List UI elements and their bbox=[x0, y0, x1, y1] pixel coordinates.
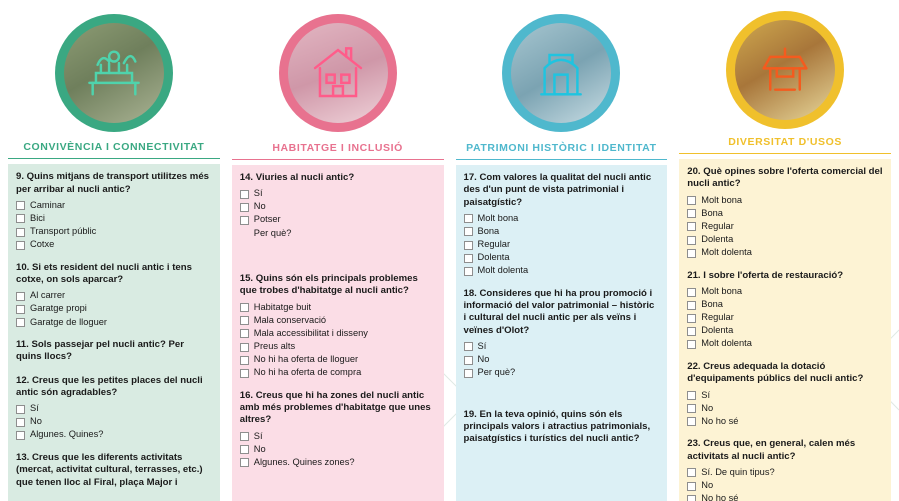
option-label: No bbox=[701, 402, 714, 413]
option-row[interactable] bbox=[240, 457, 436, 469]
option-row[interactable] bbox=[464, 341, 660, 353]
option-row[interactable] bbox=[687, 195, 883, 207]
checkbox[interactable] bbox=[16, 214, 25, 223]
checkbox[interactable] bbox=[687, 222, 696, 231]
option-label: Transport públic bbox=[30, 226, 97, 237]
option-row[interactable] bbox=[16, 416, 212, 428]
checkbox[interactable] bbox=[16, 228, 25, 237]
checkbox[interactable] bbox=[464, 214, 473, 223]
option-row[interactable] bbox=[16, 239, 212, 251]
column-convivencia bbox=[6, 8, 222, 501]
option-label: Bona bbox=[701, 299, 723, 310]
question-text: 17. Com valores la qualitat del nucli antic des d'un punt de vista patrimonial i paisatgístic? bbox=[463, 172, 652, 208]
circle-wrap-convivencia bbox=[6, 8, 222, 137]
checkbox[interactable] bbox=[240, 343, 249, 352]
checkbox[interactable] bbox=[687, 391, 696, 400]
question-block bbox=[464, 409, 660, 446]
column-title-habitatge: HABITATGE I INCLUSIÓ bbox=[232, 138, 444, 160]
checkbox[interactable] bbox=[687, 236, 696, 245]
option-label: Molt bona bbox=[701, 194, 743, 205]
option-row[interactable] bbox=[240, 188, 436, 200]
option-label: Mala accessibilitat i disseny bbox=[253, 327, 368, 338]
option-row[interactable] bbox=[687, 493, 883, 501]
checkbox[interactable] bbox=[240, 303, 249, 312]
question-block bbox=[16, 452, 212, 489]
option-label: No bbox=[477, 354, 490, 365]
followup-label: Per què? bbox=[253, 227, 292, 238]
question-text: 22. Creus adequada la dotació d'equipaments públics del nucli antic? bbox=[687, 361, 864, 385]
checkbox[interactable] bbox=[687, 249, 696, 258]
checkbox[interactable] bbox=[240, 356, 249, 365]
checkbox[interactable] bbox=[687, 314, 696, 323]
column-habitatge bbox=[230, 8, 446, 501]
checkbox[interactable] bbox=[687, 340, 696, 349]
option-row[interactable] bbox=[240, 302, 436, 314]
option-label: Molt bona bbox=[477, 212, 519, 223]
checkbox[interactable] bbox=[687, 495, 696, 501]
checkbox[interactable] bbox=[240, 445, 249, 454]
option-row[interactable] bbox=[240, 214, 436, 226]
question-text: 15. Quins són els principals problemes que trobes d'habitatge al nucli antic? bbox=[239, 273, 418, 297]
option-row[interactable] bbox=[16, 213, 212, 225]
checkbox[interactable] bbox=[240, 458, 249, 467]
option-row[interactable] bbox=[687, 312, 883, 324]
option-label: Molt bona bbox=[701, 286, 743, 296]
option-row[interactable] bbox=[240, 444, 436, 456]
option-label: No ho sé bbox=[701, 493, 739, 501]
option-row[interactable] bbox=[240, 354, 436, 366]
arch-window-circle-icon bbox=[520, 32, 602, 114]
column-title-diversitat: DIVERSITAT D'USOS bbox=[679, 132, 891, 154]
question-text: 14. Viuries al nucli antic? bbox=[239, 172, 355, 183]
question-block bbox=[687, 361, 883, 427]
option-row[interactable] bbox=[464, 367, 660, 379]
option-label: Regular bbox=[477, 239, 511, 250]
column-patrimoni bbox=[454, 8, 670, 501]
option-label: Habitatge buit bbox=[253, 301, 312, 312]
option-label: Sí bbox=[701, 389, 711, 400]
option-row[interactable] bbox=[240, 367, 436, 379]
option-row[interactable] bbox=[687, 234, 883, 246]
option-row[interactable] bbox=[464, 239, 660, 251]
checkbox[interactable] bbox=[240, 432, 249, 441]
question-text: 23. Creus que, en general, calen més activitats al nucli antic? bbox=[687, 438, 856, 462]
option-label: No ho sé bbox=[701, 415, 739, 426]
option-label: No hi ha oferta de lloguer bbox=[253, 354, 359, 365]
checkbox[interactable] bbox=[240, 369, 249, 378]
checkbox[interactable] bbox=[16, 431, 25, 440]
option-label: Bici bbox=[30, 212, 45, 223]
option-label: No bbox=[253, 201, 266, 212]
option-label: Cotxe bbox=[30, 239, 55, 250]
checkbox[interactable] bbox=[687, 196, 696, 205]
checkbox[interactable] bbox=[240, 203, 249, 212]
panel-diversitat bbox=[679, 159, 891, 501]
option-label: Garatge propi bbox=[30, 303, 87, 314]
question-text: 19. En la teva opinió, quins són els principals valors i atractius patrimonials, paisatgístics i turístics del nucli antic? bbox=[463, 408, 651, 445]
checkbox[interactable] bbox=[464, 254, 473, 263]
option-label: Bona bbox=[477, 225, 500, 236]
option-row[interactable] bbox=[687, 403, 883, 415]
option-label: Potser bbox=[253, 214, 281, 225]
checkbox[interactable] bbox=[687, 417, 696, 426]
option-row[interactable] bbox=[16, 290, 212, 302]
option-label: Molt dolenta bbox=[701, 338, 752, 349]
question-block bbox=[464, 172, 660, 277]
option-row[interactable] bbox=[687, 338, 883, 350]
question-text: 13. Creus que les diferents activitats (mercat, activitat cultural, terrasses, etc.) que tenen lloc al Firal, plaça Major i bbox=[16, 452, 203, 488]
column-title-convivencia: CONVIVÈNCIA I CONNECTIVITAT bbox=[8, 137, 220, 159]
option-row[interactable] bbox=[464, 354, 660, 366]
option-row[interactable] bbox=[464, 213, 660, 225]
option-label: Regular bbox=[701, 220, 734, 231]
checkbox[interactable] bbox=[240, 190, 249, 199]
question-text: 16. Creus que hi ha zones del nucli antic amb més problemes d'habitatge que unes altres? bbox=[239, 389, 431, 426]
option-label: Al carrer bbox=[30, 290, 66, 301]
checkbox[interactable] bbox=[687, 468, 696, 477]
checkbox[interactable] bbox=[687, 404, 696, 413]
option-row[interactable] bbox=[687, 286, 883, 298]
checkbox[interactable] bbox=[687, 288, 696, 297]
checkbox[interactable] bbox=[687, 482, 696, 491]
checkbox[interactable] bbox=[240, 329, 249, 338]
option-row[interactable] bbox=[687, 247, 883, 259]
option-label: No bbox=[30, 416, 42, 427]
question-block bbox=[687, 270, 883, 350]
option-row[interactable] bbox=[687, 208, 883, 220]
checkbox[interactable] bbox=[16, 201, 25, 210]
circle-wrap-diversitat bbox=[677, 8, 893, 132]
panel-patrimoni bbox=[456, 165, 668, 501]
option-row[interactable] bbox=[240, 341, 436, 353]
option-row[interactable] bbox=[464, 265, 660, 277]
checkbox[interactable] bbox=[464, 241, 473, 250]
house-facade-circle-icon bbox=[297, 32, 379, 114]
option-label: Mala conservació bbox=[253, 314, 327, 325]
option-label: Sí bbox=[30, 403, 39, 414]
checkbox[interactable] bbox=[464, 267, 473, 276]
checkbox[interactable] bbox=[16, 405, 25, 414]
option-row[interactable] bbox=[16, 303, 212, 315]
option-label: Sí. De quin tipus? bbox=[701, 466, 775, 477]
checkbox[interactable] bbox=[240, 316, 249, 325]
option-row[interactable] bbox=[16, 226, 212, 238]
option-label: Dolenta bbox=[477, 252, 510, 263]
question-block bbox=[464, 288, 660, 379]
question-block bbox=[16, 262, 212, 328]
checkbox[interactable] bbox=[687, 301, 696, 310]
option-row[interactable] bbox=[16, 317, 212, 329]
option-label: Dolenta bbox=[701, 325, 734, 336]
option-row[interactable] bbox=[687, 325, 883, 337]
checkbox[interactable] bbox=[16, 305, 25, 314]
option-row[interactable] bbox=[687, 299, 883, 311]
option-label: Algunes. Quines? bbox=[30, 429, 104, 440]
checkbox[interactable] bbox=[464, 227, 473, 236]
followup-row bbox=[240, 228, 436, 240]
option-row[interactable] bbox=[687, 467, 883, 479]
option-label: Molt dolenta bbox=[701, 247, 752, 258]
circle-image-patrimoni bbox=[502, 14, 620, 132]
bench-plants-circle-icon bbox=[73, 32, 155, 114]
checkbox[interactable] bbox=[16, 318, 25, 327]
checkbox[interactable] bbox=[687, 327, 696, 336]
option-row[interactable] bbox=[687, 416, 883, 428]
option-label: Regular bbox=[701, 312, 734, 323]
checkbox[interactable] bbox=[16, 292, 25, 301]
circle-image-diversitat bbox=[726, 11, 844, 129]
option-row[interactable] bbox=[16, 429, 212, 441]
option-label: Preus alts bbox=[253, 341, 296, 352]
question-block bbox=[16, 171, 212, 250]
question-text: 10. Si ets resident del nucli antic i tens cotxe, on sols aparcar? bbox=[16, 261, 192, 286]
option-label: Garatge de lloguer bbox=[30, 316, 108, 327]
checkbox[interactable] bbox=[16, 418, 25, 427]
option-row[interactable] bbox=[687, 390, 883, 402]
circle-image-convivencia bbox=[55, 14, 173, 132]
option-label: Sí bbox=[477, 340, 487, 351]
checkbox[interactable] bbox=[16, 241, 25, 250]
option-label: Dolenta bbox=[701, 234, 734, 245]
option-row[interactable] bbox=[240, 315, 436, 327]
option-label: Caminar bbox=[30, 199, 66, 210]
question-text: 9. Quins mitjans de transport utilitzes més per arribar al nucli antic? bbox=[16, 171, 209, 195]
market-street-circle-icon bbox=[744, 29, 826, 111]
option-row[interactable] bbox=[464, 252, 660, 264]
question-block bbox=[16, 375, 212, 441]
option-label: Sí bbox=[253, 430, 263, 441]
option-row[interactable] bbox=[687, 480, 883, 492]
option-row[interactable] bbox=[240, 328, 436, 340]
column-diversitat bbox=[677, 8, 893, 501]
question-text: 20. Què opines sobre l'oferta comercial del nucli antic? bbox=[687, 166, 883, 190]
panel-convivencia bbox=[8, 164, 220, 501]
question-block bbox=[16, 339, 212, 364]
question-text: 21. I sobre l'oferta de restauració? bbox=[687, 269, 844, 281]
question-block bbox=[240, 390, 436, 469]
option-label: Per què? bbox=[477, 367, 516, 378]
question-block bbox=[687, 438, 883, 501]
option-label: Molt dolenta bbox=[477, 265, 529, 276]
question-text: 18. Consideres que hi ha prou promoció i informació del valor patrimonial – històric i cultural del nucli antic per als veïns i veïnes d'Olot? bbox=[463, 287, 655, 336]
question-block bbox=[240, 172, 436, 239]
option-row[interactable] bbox=[16, 200, 212, 212]
option-label: Bona bbox=[701, 207, 723, 218]
option-row[interactable] bbox=[687, 221, 883, 233]
circle-wrap-patrimoni bbox=[454, 8, 670, 138]
checkbox[interactable] bbox=[687, 209, 696, 218]
option-label: No hi ha oferta de compra bbox=[253, 367, 362, 378]
question-text: 12. Creus que les petites places del nucli antic són agradables? bbox=[16, 374, 203, 398]
checkbox[interactable] bbox=[240, 216, 249, 225]
question-block bbox=[687, 166, 883, 259]
checkbox[interactable] bbox=[464, 369, 473, 378]
option-label: Algunes. Quines zones? bbox=[253, 456, 355, 467]
option-label: No bbox=[253, 443, 266, 454]
option-row[interactable] bbox=[464, 226, 660, 238]
checkbox[interactable] bbox=[464, 342, 473, 351]
circle-wrap-habitatge bbox=[230, 8, 446, 138]
option-label: No bbox=[701, 480, 714, 491]
option-row[interactable] bbox=[240, 201, 436, 213]
panel-habitatge bbox=[232, 165, 444, 501]
option-row[interactable] bbox=[240, 431, 436, 443]
question-text: 11. Sols passejar pel nucli antic? Per quins llocs? bbox=[16, 339, 184, 363]
circle-image-habitatge bbox=[279, 14, 397, 132]
option-row[interactable] bbox=[16, 403, 212, 415]
option-label: Sí bbox=[253, 188, 263, 199]
column-title-patrimoni: PATRIMONI HISTÒRIC I IDENTITAT bbox=[456, 138, 668, 160]
question-block bbox=[240, 273, 436, 379]
checkbox[interactable] bbox=[464, 356, 473, 365]
